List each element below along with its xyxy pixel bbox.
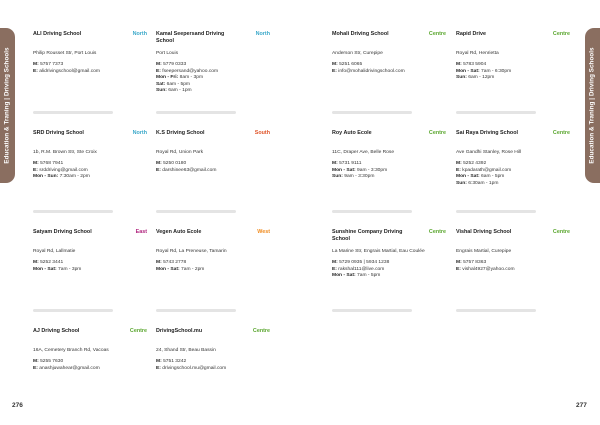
email-label: E: — [456, 266, 461, 272]
page-number-left: 276 — [12, 402, 23, 409]
hours-days: Mon - Sat: — [456, 174, 480, 180]
hours-time: 9am - 3:30pm — [344, 174, 375, 180]
card-divider — [332, 309, 412, 312]
mobile-number: 5783 5904 — [463, 62, 487, 68]
listing-card — [156, 31, 270, 94]
school-address: Philip Rousset Str, Port Louis — [33, 51, 97, 56]
contact-block — [33, 161, 147, 180]
school-address: Royal Rd, Henrietta — [456, 51, 499, 56]
contact-block — [156, 260, 270, 273]
school-address: La Marine Str, Engrais Martial, Eau Coulée — [332, 249, 425, 254]
contact-block — [33, 62, 147, 75]
contact-block — [156, 359, 270, 372]
school-address: 1b, R.M. Brown Str, Ste Croix — [33, 150, 97, 155]
hours-days: Mon - Sat: — [156, 266, 180, 272]
contact-block — [456, 62, 570, 81]
email-address: alidrivingschool@gmail.com — [39, 68, 100, 74]
region-badge: South — [254, 130, 270, 136]
contact-block — [33, 260, 147, 273]
opening-hours-line — [456, 75, 570, 81]
sidebar-tab-text: Education & Traning | Driving Schools — [4, 47, 12, 164]
card-divider — [332, 111, 412, 114]
contact-block — [332, 260, 446, 279]
listing-card — [456, 130, 570, 187]
school-address: Port Louis — [156, 51, 179, 56]
email-label: E: — [33, 365, 38, 371]
card-divider — [456, 309, 536, 312]
mobile-label: M: — [332, 161, 338, 167]
region-badge: West — [257, 229, 270, 235]
email-address: darshinee63@gmail.com — [162, 167, 217, 173]
hours-time: 8am - 3pm — [179, 75, 204, 81]
mobile-number: 5743 2778 — [163, 260, 187, 266]
email-label: E: — [156, 68, 161, 74]
hours-time: 6am - 5pm — [481, 174, 505, 180]
region-badge: Centre — [428, 31, 446, 37]
email-address: info@mohalidrivingschool.com — [338, 68, 405, 74]
opening-hours-line — [33, 174, 147, 180]
listing-card — [33, 229, 147, 273]
mobile-label: M: — [456, 260, 462, 266]
card-divider — [33, 309, 113, 312]
hours-time: 6am - 1pm — [168, 88, 192, 94]
listing-card — [332, 130, 446, 181]
school-name: Sunshine Company Driving School — [332, 229, 403, 242]
school-name: AJ Driving School — [33, 328, 80, 334]
hours-days: Mon - Fri: — [156, 75, 179, 81]
listing-card — [156, 130, 270, 174]
school-name: DrivingSchool.mu — [156, 328, 203, 334]
mobile-number: 5252 3441 — [40, 260, 64, 266]
opening-hours-line — [332, 273, 446, 279]
mobile-label: M: — [332, 62, 338, 68]
region-badge: North — [132, 31, 147, 37]
hours-days: Mon - Sat: — [456, 68, 480, 74]
listing-card — [33, 31, 147, 75]
email-label: E: — [332, 266, 337, 272]
school-name: K.S Driving School — [156, 130, 205, 136]
mobile-label: M: — [456, 62, 462, 68]
contact-block — [332, 62, 446, 75]
listing-card — [156, 328, 270, 372]
email-label: E: — [33, 167, 38, 173]
email-address: drivingschool.mu@gmail.com — [162, 365, 227, 371]
mobile-label: M: — [33, 359, 39, 365]
listing-card — [332, 229, 446, 280]
mobile-number: 5757 7373 — [40, 62, 64, 68]
card-divider — [156, 309, 236, 312]
school-name: Satyam Driving School — [33, 229, 92, 235]
email-line — [33, 366, 147, 372]
hours-days: Mon - Sun: — [33, 174, 59, 180]
hours-days: Mon - Sat: — [332, 273, 356, 279]
region-badge: Centre — [428, 229, 446, 235]
school-name: Mohali Driving School — [332, 31, 389, 37]
contact-block — [156, 62, 270, 94]
email-label: E: — [33, 68, 38, 74]
email-address: fseepersand@yahoo.com — [162, 68, 219, 74]
listing-header — [33, 130, 147, 148]
mobile-label: M: — [33, 260, 39, 266]
hours-time: 7am - 6:30pm — [481, 68, 512, 74]
hours-time: 7am - 5pm — [357, 273, 381, 279]
card-divider — [456, 111, 536, 114]
email-line — [456, 267, 570, 273]
mobile-number: 5729 0935 | 5934 1238 — [339, 260, 390, 266]
school-name: Roy Auto Ecole — [332, 130, 372, 136]
sidebar-tab-text: Education & Traning | Driving Schools — [589, 47, 597, 164]
card-divider — [33, 111, 113, 114]
school-name: Vishal Driving School — [456, 229, 512, 235]
school-address: 11C, Draper Ave, Belle Rose — [332, 150, 395, 155]
mobile-label: M: — [156, 359, 162, 365]
listing-header — [332, 130, 446, 148]
mobile-label: M: — [33, 161, 39, 167]
mobile-label: M: — [156, 161, 162, 167]
contact-block — [332, 161, 446, 180]
mobile-label: M: — [332, 260, 338, 266]
hours-time: 7am - 2pm — [181, 266, 205, 272]
card-divider — [156, 210, 236, 213]
listing-card — [33, 328, 147, 372]
mobile-number: 5250 0180 — [163, 161, 187, 167]
region-badge: Centre — [552, 31, 570, 37]
mobile-number: 5779 0333 — [163, 62, 187, 68]
region-badge: Centre — [428, 130, 446, 136]
card-divider — [156, 111, 236, 114]
region-badge: Centre — [552, 229, 570, 235]
card-divider — [33, 210, 113, 213]
sidebar-tab-right — [585, 28, 600, 183]
school-address: Engrais Martial, Curepipe — [456, 249, 512, 254]
email-address: kpadarath@gmail.com — [462, 167, 512, 173]
region-badge: North — [132, 130, 147, 136]
page-number-right: 277 — [576, 402, 587, 409]
region-badge: East — [135, 229, 147, 235]
email-label: E: — [332, 68, 337, 74]
school-name: ALI Driving School — [33, 31, 82, 37]
hours-time: 6:30am - 1pm — [468, 180, 499, 186]
email-address: rakshal111@live.com — [338, 266, 385, 272]
mobile-number: 5768 7941 — [40, 161, 64, 167]
opening-hours-line — [332, 174, 446, 180]
opening-hours-line — [456, 181, 570, 187]
opening-hours-line — [156, 88, 270, 94]
listing-header — [33, 229, 147, 247]
email-line — [33, 69, 147, 75]
contact-block — [33, 359, 147, 372]
hours-days: Sat: — [156, 81, 166, 87]
listing-header — [332, 31, 446, 49]
school-address: Anderson Str, Curepipe — [332, 51, 383, 56]
school-name: Kamal Seepersand Driving School — [156, 31, 225, 44]
school-name: Sai Raya Driving School — [456, 130, 519, 136]
region-badge: North — [255, 31, 270, 37]
school-address: Ave Gandhi Stanley, Rose Hill — [456, 150, 522, 155]
email-label: E: — [456, 167, 461, 173]
listing-card — [156, 229, 270, 273]
hours-days: Sun: — [156, 88, 167, 94]
contact-block — [156, 161, 270, 174]
email-address: anashjuwahear@gmail.com — [39, 365, 100, 371]
hours-days: Sun: — [456, 75, 467, 81]
region-badge: Centre — [552, 130, 570, 136]
email-address: srddriving@gmail.com — [39, 167, 88, 173]
hours-days: Mon - Sat: — [33, 266, 57, 272]
mobile-label: M: — [456, 161, 462, 167]
listing-header — [156, 229, 270, 247]
hours-days: Sun: — [332, 174, 343, 180]
school-address: Royal Rd, Union Park — [156, 150, 204, 155]
listing-header — [33, 31, 147, 49]
email-line — [332, 69, 446, 75]
hours-time: 7am - 3pm — [58, 266, 82, 272]
school-address: Royal Rd, La Preneuse, Tamarin — [156, 249, 227, 254]
mobile-label: M: — [156, 260, 162, 266]
hours-days: Sun: — [456, 180, 467, 186]
hours-time: 6am - 5pm — [166, 81, 190, 87]
opening-hours-line — [156, 267, 270, 273]
contact-block — [456, 161, 570, 187]
listing-header — [156, 130, 270, 148]
listing-card — [456, 31, 570, 82]
mobile-number: 5251 6065 — [339, 62, 363, 68]
listing-card — [332, 31, 446, 75]
mobile-label: M: — [33, 62, 39, 68]
mobile-number: 5731 9111 — [339, 161, 362, 167]
school-address: Royal Rd, Lallmatie — [33, 249, 76, 254]
listing-card — [33, 130, 147, 181]
mobile-number: 5751 3242 — [163, 359, 187, 365]
listing-header — [332, 229, 446, 247]
region-badge: Centre — [129, 328, 147, 334]
listing-header — [33, 328, 147, 346]
hours-time: 9am - 3:30pm — [357, 167, 388, 173]
mobile-number: 5252 4392 — [463, 161, 487, 167]
card-divider — [456, 210, 536, 213]
school-address: 24, Shand Str, Beau Bassin — [156, 348, 216, 353]
listing-header — [456, 31, 570, 49]
card-divider — [332, 210, 412, 213]
hours-days: Mon - Sat: — [332, 167, 356, 173]
email-label: E: — [156, 167, 161, 173]
listing-header — [456, 130, 570, 148]
listing-header — [456, 229, 570, 247]
contact-block — [456, 260, 570, 273]
listing-card — [456, 229, 570, 273]
mobile-number: 5757 8363 — [463, 260, 487, 266]
mobile-number: 5255 7630 — [40, 359, 64, 365]
school-name: Vegen Auto Ecole — [156, 229, 202, 235]
email-label: E: — [156, 365, 161, 371]
listing-header — [156, 328, 270, 346]
hours-time: 6am - 12pm — [468, 75, 495, 81]
hours-time: 7:30am - 2pm — [59, 174, 90, 180]
sidebar-tab-left — [0, 28, 15, 183]
mobile-label: M: — [156, 62, 162, 68]
school-name: SRD Driving School — [33, 130, 84, 136]
school-name: Rapid Drive — [456, 31, 486, 37]
email-address: vishal4927@yahoo.com — [462, 266, 515, 272]
listing-header — [156, 31, 270, 49]
opening-hours-line — [33, 267, 147, 273]
school-address: 16A, Cemetery Branch Rd, Vacoas — [33, 348, 109, 353]
email-line — [156, 366, 270, 372]
region-badge: Centre — [252, 328, 270, 334]
email-line — [156, 168, 270, 174]
